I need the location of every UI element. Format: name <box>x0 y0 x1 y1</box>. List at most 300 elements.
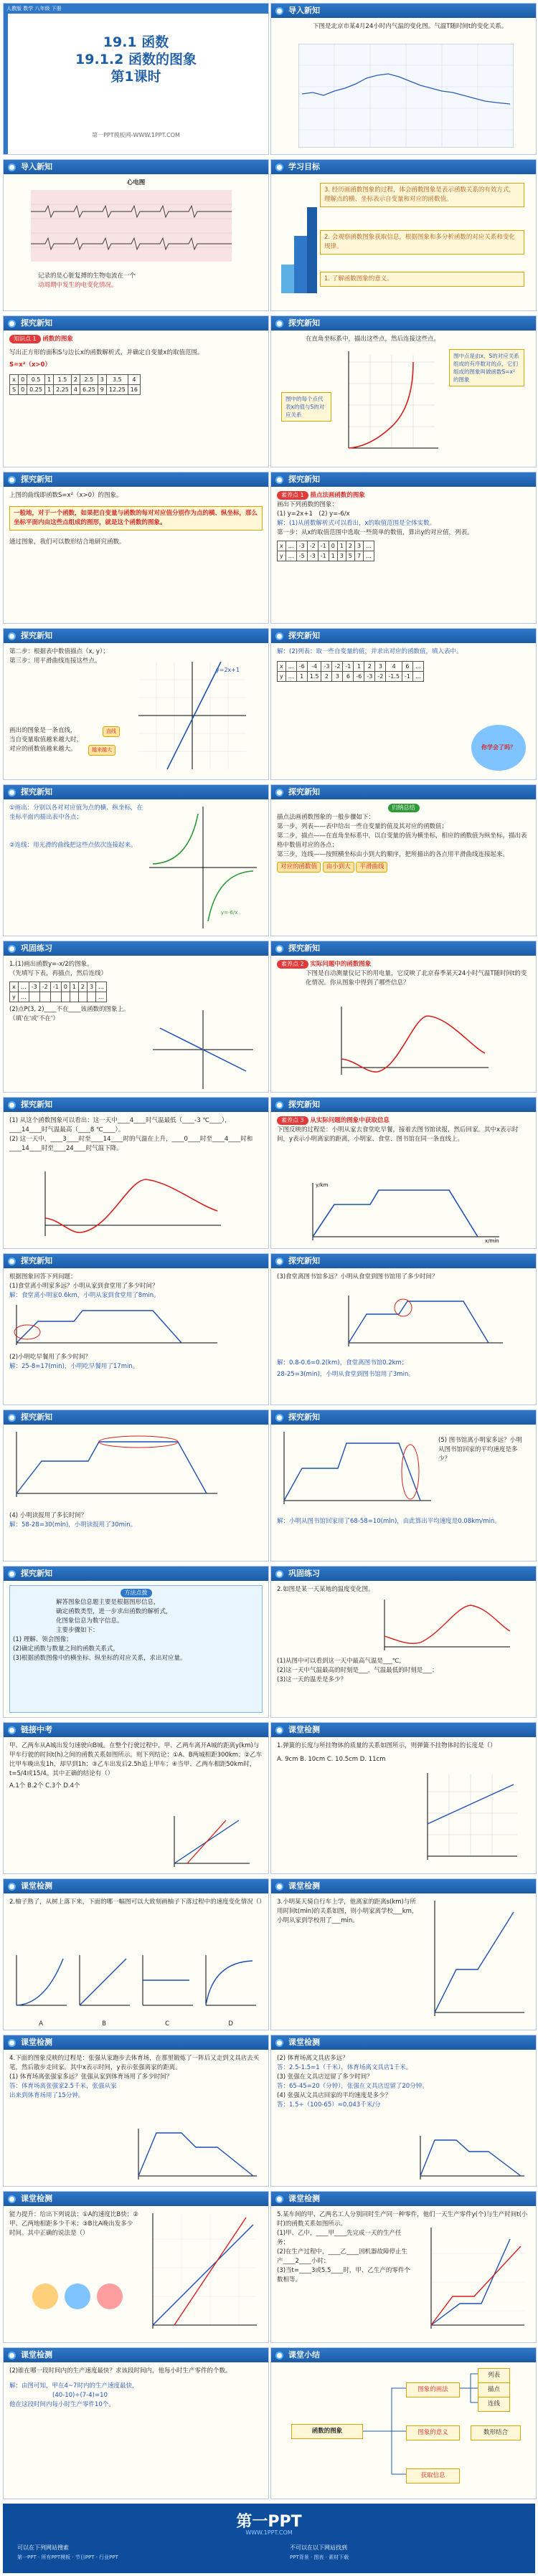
slide-inverse-graph <box>3 784 269 936</box>
slide-bar-title: 巩固练习 <box>288 1569 320 1578</box>
table-cell: 3 <box>337 551 346 561</box>
table-cell: 2 <box>321 672 332 682</box>
ecg-text-2: 动周期中发生的电变化情况。 <box>38 282 118 289</box>
slide-ecg <box>3 159 269 311</box>
table-cell: 0 <box>329 541 337 551</box>
intro-text: 下图是北京市某4月24小时内气温的变化图。气温T随时间t的变化关系。 <box>313 23 508 30</box>
check8-answer: 解：由图可知，甲在4~7时内的生产速度最快， <box>9 2382 138 2390</box>
inverse-step-2: ②连线：用光滑的曲线把这些点依次连接起来。 <box>9 842 137 849</box>
slide-bar-title: 探究新知 <box>21 1569 52 1578</box>
table-cell: … <box>412 662 423 672</box>
table-cell: 1 <box>44 375 53 385</box>
table-cell: -1 <box>318 551 329 561</box>
question-text: 写出正方形的面积S与边长x的函数解析式，并确定自变量x的取值范围。 <box>9 349 204 356</box>
slide-bar-title: 课堂检测 <box>288 1881 320 1891</box>
q1: (1)食堂离小明家多远？小明从家到食堂用了多少时间？ <box>9 1283 159 1290</box>
slide-check-7 <box>270 2191 537 2343</box>
slide-bar-title: 课堂检测 <box>288 1725 320 1734</box>
exam-question: 甲、乙两车从A城出发匀速驶向B城。在整个行驶过程中，甲、乙两车离开A城的距离y(km)与甲车行驶的时间t(h)之间的函数关系如图所示。则下列结论：①A、B两城相距300km；②乙车比甲车晚出发1h，却早到1h；③乙车出发后2.5h追上甲车；④当甲、乙两车相距50km时，t=5/4或15/4。其中正确的结论有（） <box>9 1742 263 1777</box>
table-cell: 1 <box>337 541 346 551</box>
slide-bar-title: 导入新知 <box>21 162 52 171</box>
table-cell: 2.5 <box>80 375 98 385</box>
summary-center: 函数的图象 <box>291 2424 363 2439</box>
slide-definition <box>3 472 269 624</box>
table-cell: 0.5 <box>27 375 45 385</box>
table-cell: 2.25 <box>54 385 72 395</box>
plot-instruction: 在直角坐标系中，描出这些点，然后连接这些点。 <box>306 336 440 343</box>
method-line-3: 化图象信息为数字信息。 <box>56 1617 123 1625</box>
check4-a1: 答：体育场离张强家2.5千米，张强从家出来到体育场用了15分钟。 <box>9 2083 117 2099</box>
table-cell: -1 <box>50 982 61 992</box>
slide-bar-title: 课堂检测 <box>21 2194 52 2203</box>
slide-table-square <box>3 315 269 467</box>
table-cell: 3 <box>354 541 363 551</box>
slide-intro-temp <box>270 3 537 155</box>
table-cell: 1 <box>329 551 337 561</box>
table-cell: -1 <box>402 672 412 682</box>
slide-bar-title: 探究新知 <box>21 1256 52 1265</box>
table-cell: y <box>278 551 286 561</box>
check7-question: 5.某车间的甲、乙两名工人分别同时生产同一种零件，他们一天生产零件y(个)与生产时间t(小时)的函数关系如图所示。 <box>277 2211 528 2228</box>
table-cell: -2 <box>375 672 386 682</box>
table-cell: -3 <box>296 541 307 551</box>
check8-question: (2)谁在哪一段时间内的生产速度最快？求该段时间内，他每小时生产零件的个数。 <box>9 2367 232 2375</box>
table-cell: S <box>10 385 19 395</box>
slide-practice-1 <box>3 941 269 1093</box>
table-cell: 0 <box>19 385 27 395</box>
element-tag-2: 素养点 2 <box>277 960 308 969</box>
a2: 解：25-8=17(min)，小明吃早餐用了17min。 <box>9 1363 139 1370</box>
slide-summary <box>270 2347 537 2499</box>
practice2-question: 2.如图是某一天某地的温度变化图。 <box>277 1586 374 1593</box>
linear-graph <box>138 662 246 769</box>
table-cell: -2 <box>39 982 50 992</box>
example-solution: 解：(1)从函数解析式可以看出，x的取值范围是全体实数。 <box>277 520 436 527</box>
element-title-3: 从实际问题的图象中获取信息 <box>310 1117 390 1124</box>
example-q2: (2) y=-6/x <box>318 510 350 518</box>
check1-question: 1.弹簧的长度与所挂物体的质量的关系如图所示，则弹簧不挂物体时的长度是（） <box>277 1742 496 1749</box>
table-cell: 6.25 <box>80 385 98 395</box>
practice-graph <box>153 1010 253 1089</box>
table-cell: … <box>96 992 107 1002</box>
slide-bar-title: 课堂检测 <box>21 2350 52 2359</box>
check5-q2: (2) 体育场离文具店多远？ <box>277 2055 349 2062</box>
method-steps: 主要步骤如下： <box>56 1627 99 1634</box>
slide-bar-title: 探究新知 <box>288 318 320 328</box>
slide-bar-title: 探究新知 <box>21 787 52 797</box>
table-cell: 0 <box>19 375 27 385</box>
table-cell: … <box>285 672 296 682</box>
goal-2: 2. 会观察函数图象获取信息，根据图象和多分析函数的对应关系和变化规律。 <box>320 230 524 255</box>
slide-practice-2 <box>270 1566 537 1718</box>
element-tag: 素养点 1 <box>277 491 308 500</box>
fall-options <box>9 1948 264 2020</box>
distance-time-graph <box>306 1179 506 1244</box>
jog-graph <box>131 2126 260 2183</box>
production-graph <box>424 2225 528 2332</box>
table-cell <box>39 992 50 1002</box>
option-label: D <box>228 2020 233 2028</box>
cover-title-3: 第1课时 <box>110 69 161 85</box>
jog-graph-2 <box>413 2133 528 2183</box>
slide-bar-title: 课堂小结 <box>288 2350 320 2359</box>
q5-graph <box>277 1429 435 1508</box>
x-axis-label: x/min <box>485 1238 499 1244</box>
table-cell: -5 <box>296 551 307 561</box>
check3-question: 3.小明某天骑自行车上学，他离家的距离s(km)与所用时间t(min)的关系如图，则小明家离学校___km，小明从家到学校用了___min。 <box>277 1898 418 1924</box>
table-cell: -3 <box>307 551 318 561</box>
cover-slide <box>3 3 269 155</box>
slide-linear-graph <box>3 628 269 780</box>
slide-bar-title: 课堂检测 <box>288 2038 320 2047</box>
slide-real-problem <box>270 941 537 1093</box>
option-labels <box>9 2020 263 2029</box>
check5-q4: (4) 张强从文具店回家的平均速度是多少？ <box>277 2092 392 2099</box>
inverse-graph <box>149 807 257 928</box>
summary-step-1: 第一步，列表——表中给出一些自变量的值及其对应的函数值； <box>277 823 448 830</box>
check5-a4: 答：1.5÷（100-65）≈0.043千米/分 <box>277 2101 381 2109</box>
slide-inverse-table <box>270 628 537 780</box>
option-label: A <box>39 2020 43 2028</box>
summary-line: 通过图象，我们可以数形结合地研究函数。 <box>9 538 126 546</box>
analysis-2: (2) 这一天中，____3____时至____14____时的气温在上升，____0____时至____4____时和____14____时至____24____时气温下降。 <box>9 1136 253 1152</box>
table-cell: 3 <box>87 982 95 992</box>
step-2: 第二步：根据表中数值描点（x, y）； <box>9 648 109 655</box>
branch-drawing: 图象的画法 <box>406 2382 460 2397</box>
ab-graph <box>146 2210 260 2332</box>
cover-header: 人教版 数学 八年级 下册 <box>4 4 268 14</box>
ecg-image <box>31 190 232 262</box>
table-cell: … <box>96 982 107 992</box>
check5-a2: 答：2.5-1.5=1（千米），体育场离文具店1千米。 <box>277 2064 412 2071</box>
check7-a1: (1)甲、乙中，____甲____先完成一天的生产任务； <box>277 2230 402 2246</box>
table-cell: 5 <box>346 551 354 561</box>
slide-check-4 <box>3 2035 269 2187</box>
conclusion-2: 当自变量取值越来越大时， <box>9 736 83 743</box>
slide-bar-title: 探究新知 <box>288 1412 320 1422</box>
xiaoming-text: 下图反映的过程是：小明从家去食堂吃早餐，接着去图书馆读报，然后回家。其中x表示时间，y表示小明离家的距离，小明家、食堂、图书馆在同一条直线上。 <box>277 1126 519 1143</box>
practice-hint: （先填写下表，再描点，然后连线） <box>9 970 108 977</box>
element-tag-3: 素养点 3 <box>277 1116 308 1125</box>
a1: 解：食堂离小明家0.6km，小明从家到食堂用了8min。 <box>9 1292 160 1299</box>
slide-bar-title: 导入新知 <box>288 6 320 15</box>
exam-options: A.1个 B.2个 C.3个 D.4个 <box>9 1782 80 1790</box>
check7-a3: (3)当t=____3或5.5____时，甲、乙生产的零件个数相等。 <box>277 2267 410 2283</box>
table-cell: … <box>18 992 29 1002</box>
table-cell: y <box>278 672 286 682</box>
table-cell: 4 <box>128 375 140 385</box>
goal-1: 1. 了解函数图象的意义。 <box>320 272 524 287</box>
slide-check-5 <box>270 2035 537 2187</box>
slide-bar-title: 学习目标 <box>288 162 320 171</box>
practice2-a2: (2)这一天中气温最高的时刻是___，气温最低的时刻是___； <box>277 1667 438 1674</box>
slide-bar-title: 探究新知 <box>288 1100 320 1109</box>
table-cell: 1.5 <box>307 672 321 682</box>
cover-brand: 第一PPT模板网-WWW.1PPT.COM <box>92 132 180 138</box>
check5-a3: 答：65-45=20（分钟），张强在文具店逗留了20分钟。 <box>277 2083 428 2090</box>
temperature-curve <box>334 1003 492 1082</box>
q3-graph <box>341 1293 506 1350</box>
slide-bar-title: 探究新知 <box>288 944 320 953</box>
table-cell: -1 <box>318 541 329 551</box>
knowledge-title: 函数的图象 <box>42 336 73 343</box>
slide-bar-title: 巩固练习 <box>21 944 52 953</box>
table-cell: … <box>285 662 296 672</box>
summary-step-3: 第三步，连线——按照横坐标由小到大的顺序，把所描出的各点用平滑曲线连接起来。 <box>277 851 509 858</box>
table-cell: … <box>285 551 296 561</box>
method-step-1: (1) 理解、领会图像； <box>13 1636 72 1643</box>
branch-info: 获取信息 <box>406 2468 460 2484</box>
table-cell: 1 <box>70 982 78 992</box>
slide-plot-square <box>270 315 537 467</box>
q3: (3)食堂离图书馆多远？小明从食堂到图书馆用了多少时间？ <box>277 1273 438 1280</box>
slide-questions-3 <box>3 1410 269 1562</box>
table-cell: 16 <box>128 385 140 395</box>
table-cell: 3 <box>375 662 386 672</box>
table-cell <box>70 992 78 1002</box>
check4-question: 4.下面的图象反映的过程是：张强从家跑步去体育场，在那里锻炼了一阵后又走到文具店去买笔，然后散步走回家。其中x表示时间，y表示张强离家的距离。 <box>9 2055 260 2071</box>
slide-bar-title: 探究新知 <box>21 475 52 484</box>
footer-left-links[interactable]: 第一PPT · 所有PPT模板 · 节日PPT · 行业PPT <box>17 2554 118 2560</box>
table-cell: 6 <box>402 662 412 672</box>
slide-goals <box>270 159 537 311</box>
slide-check-3 <box>270 1878 537 2030</box>
check6-question: 能力提升：给出下列说法：①A的速度比B快；②甲、乙两地相距多少千米；③B比A晚出发多少时间。其中正确的说法是（） <box>9 2211 138 2237</box>
step-3: 第三步：用平滑曲线连接这些点。 <box>9 657 101 665</box>
option-label: B <box>102 2020 106 2028</box>
slide-bar-title: 探究新知 <box>21 631 52 640</box>
table-cell: -2 <box>332 662 343 672</box>
a4: 解：58-28=30(min)，小明读报用了30min。 <box>9 1521 137 1529</box>
table-cell: 1 <box>296 672 307 682</box>
option-label: C <box>165 2020 170 2028</box>
table-cell <box>29 992 39 1002</box>
footer-right-links[interactable]: PPT背景 · 图表 · 素材下载 <box>290 2554 349 2560</box>
table-cell: x <box>278 541 286 551</box>
slide-check-1 <box>270 1722 537 1874</box>
slide-xiaoming-graph <box>270 1097 537 1249</box>
table-cell: 2 <box>71 375 80 385</box>
table-cell: 6 <box>343 672 354 682</box>
check7-a2: (2)在生产过程中，____乙____因机器故障停止生产____2____小时； <box>277 2248 408 2265</box>
practice-question: 1.(1)画出函数y=-x/2的图象。 <box>9 961 93 968</box>
table-cell: -1 <box>343 662 354 672</box>
table-cell: … <box>18 982 29 992</box>
slide-bar-title: 探究新知 <box>288 475 320 484</box>
table-cell: y <box>10 992 19 1002</box>
slide-bar-title: 链接中考 <box>21 1725 52 1734</box>
table-cell <box>50 992 61 1002</box>
answer-increase: 越来越大 <box>88 745 115 756</box>
table-cell: -6 <box>296 662 307 672</box>
q-intro: 根据图象回答下列问题： <box>9 1273 77 1280</box>
real-problem-text: 下图是自动测量仪记下的用电量，它反映了北京春季某天24小时气温T随时间t的变化情况。你从图象中得到了哪些信息？ <box>306 970 527 987</box>
temp-day-graph <box>377 1597 514 1654</box>
a3: 解：0.8-0.6=0.2(km)，食堂离图书馆0.2km； <box>277 1359 408 1367</box>
line-label: y=2x+1 <box>216 667 240 673</box>
table-cell: -3 <box>321 662 332 672</box>
a5: 解：小明从图书馆回家用了68-58=10(min)，由此算出平均速度是0.08km/min。 <box>277 1518 501 1525</box>
table-cell: -4 <box>307 662 321 672</box>
example-step-1: 第一步：从x的取值范围中选取一些简单的数值，算出y的对应值，列表。 <box>277 529 473 536</box>
footer-banner <box>3 2504 535 2573</box>
table-cell <box>87 992 95 1002</box>
side-explanation: 图中点是由x，S的对应关系组成的有序数对的点，它们组成的图象叫做函数S=x²的图象 <box>449 349 524 386</box>
conclusion-1: 画出的图象是一条直线， <box>9 727 77 734</box>
keyword-3: 平滑曲线 <box>356 862 387 873</box>
element-title-2: 实际问题中的函数图象 <box>310 961 372 968</box>
practice2-a1: (1)从图中可以看到这一天中最高气温是___℃， <box>277 1658 405 1665</box>
side-label: 图中的每个点代表x的值与S的对应关系 <box>281 392 331 422</box>
table-cell: … <box>364 541 374 551</box>
q4: (4) 小明读报用了多长时间？ <box>9 1512 88 1519</box>
method-line-2: 确定函数类型，进一步求出函数的解析式， <box>56 1608 172 1615</box>
formula: S=x²（x>0） <box>9 361 51 369</box>
q1-graph <box>9 1303 225 1346</box>
stairs-icon <box>281 193 317 293</box>
exam-graph <box>167 1813 253 1871</box>
table-cell: 3 <box>332 672 343 682</box>
keyword-1: 对应的函数值 <box>277 862 321 873</box>
q5: (5) 图书馆离小明家多远？小明从图书馆回家的平均速度是多少？ <box>438 1437 522 1463</box>
element-title: 描点法画函数的图象 <box>310 492 365 499</box>
slide-temp-analysis <box>3 1097 269 1249</box>
table-cell: -2 <box>307 541 318 551</box>
check4-q1: (1) 体育场离张强家多远？张强从家到体育场用了多少时间？ <box>9 2073 173 2081</box>
ecg-title: 心电图 <box>126 179 146 186</box>
table-cell: 9 <box>98 385 106 395</box>
table-cell: 2 <box>78 982 87 992</box>
table-cell: x <box>10 982 19 992</box>
method-step-3: (3)根据函数图像中的横坐标、纵坐标的对应关系，求出对应量。 <box>13 1655 187 1662</box>
q2: (2)小明吃早餐用了多少时间？ <box>9 1354 92 1361</box>
slide-questions-1 <box>3 1253 269 1405</box>
keyword-2: 由小到大 <box>323 862 354 873</box>
table-cell: … <box>412 672 423 682</box>
slide-bar-title: 课堂检测 <box>21 1881 52 1891</box>
inverse-step-1: ①画出：分别以各对对应值为点的横、纵坐标，在坐标平面内描出表中各点； <box>9 804 143 821</box>
method-step-2: (2)确定函数与数量之间的函数关系式， <box>13 1645 120 1653</box>
graph-caption: 上图的曲线即函数S=x²（x>0）的图象。 <box>9 492 123 499</box>
definition-box: 一般地，对于一个函数，如果把自变量与函数的每对对应值分别作为点的横、纵坐标，那么坐标平面内由这些点组成的图形，就是这个函数的图象。 <box>9 506 263 531</box>
inverse-solution: 解：(2)列表：取一些自变量的值，并求出对应的函数值，填入表中。 <box>277 648 463 655</box>
table-cell: … <box>364 551 374 561</box>
slide-bar-title: 探究新知 <box>288 787 320 797</box>
table-cell: 0.25 <box>27 385 45 395</box>
slide-summary-method <box>270 784 537 936</box>
inverse-table <box>277 661 424 682</box>
check5-q3: (3) 张强在文具店逗留了多少时间？ <box>277 2073 373 2081</box>
check8-formula: (40-10)÷(7-4)=10 <box>52 2392 108 2399</box>
slide-method-tips <box>3 1566 269 1718</box>
slide-example-1 <box>270 472 537 624</box>
footer-left-title: 可以在下列网站搜索 <box>17 2544 69 2551</box>
slide-bar-title: 探究新知 <box>21 1412 52 1422</box>
footer-right-title: 不可以在以下网站找到 <box>290 2544 347 2551</box>
temperature-curve-2 <box>38 1168 225 1240</box>
linear-table <box>277 541 374 561</box>
slide-bar-title: 课堂检测 <box>21 2038 52 2047</box>
table-cell: 1.5 <box>54 375 72 385</box>
method-title: 方法点拨 <box>121 1589 152 1597</box>
practice-q2: (2)点P(3, 2)____不在____该函数的图象上。（填'在'或'不在'） <box>9 1006 130 1022</box>
table-cell: 12.25 <box>106 385 128 395</box>
check8-answer-2: 他在这段时间内每小时生产零件10个。 <box>9 2401 115 2408</box>
table-cell: -3 <box>364 672 375 682</box>
table-cell: 4 <box>71 385 80 395</box>
footer-url: WWW.1PPT.COM <box>245 2529 293 2536</box>
footer-brand: 第一PPT <box>236 2513 302 2531</box>
leaf-combine: 数形结合 <box>471 2425 521 2440</box>
leaf-table: 列表 <box>478 2368 510 2383</box>
bike-graph <box>428 1898 528 2020</box>
curve-label: y=-6/x <box>221 910 238 916</box>
slide-check-6 <box>3 2191 269 2343</box>
table-cell: -3 <box>29 982 39 992</box>
practice-table <box>9 982 107 1002</box>
table-cell: 3 <box>98 375 106 385</box>
table-cell: 1 <box>44 385 53 395</box>
table-cell <box>61 992 70 1002</box>
table-cell: 4 <box>386 662 402 672</box>
slide-exam-link <box>3 1722 269 1874</box>
leaf-connect: 连线 <box>478 2397 510 2412</box>
prompt-bubble: 你学会了吗？ <box>471 725 526 771</box>
check2-question: 2.柚子熟了，从树上落下来，下面的哪一幅图可以大致刻画柚子下落过程中的速度变化情况（） <box>9 1898 265 1906</box>
table-cell: 1 <box>354 662 364 672</box>
slide-bar-title: 探究新知 <box>288 1256 320 1265</box>
summary-intro: 描点法画函数图象的一般步骤如下： <box>277 814 375 821</box>
slide-questions-2 <box>270 1253 537 1405</box>
table-cell: 2 <box>364 662 375 672</box>
slide-bar-title: 课堂检测 <box>288 2194 320 2203</box>
table-cell: -1.5 <box>386 672 402 682</box>
slide-check-8 <box>3 2347 269 2499</box>
example-q1: (1) y=2x+1 <box>277 510 313 518</box>
table-cell: 0 <box>61 982 70 992</box>
table-cell: -6 <box>354 672 364 682</box>
slide-bar-title: 探究新知 <box>21 318 52 328</box>
table-cell: x <box>10 375 19 385</box>
table-cell: 7 <box>354 551 363 561</box>
table-cell: … <box>285 541 296 551</box>
conclusion-3: 对应的函数值越来越大。 <box>9 746 77 753</box>
temperature-chart <box>298 44 514 148</box>
cartoon-kids <box>24 2268 131 2325</box>
branch-meaning: 图象的意义 <box>406 2425 460 2440</box>
slide-questions-4 <box>270 1410 537 1562</box>
goal-3: 3. 经历画函数图象的过程，体会函数图象是表示函数关系的有效方式，理解点的横、坐标表示自变量和对应的函数值。 <box>320 183 524 207</box>
spring-graph <box>420 1770 521 1863</box>
summary-title: 归纳总结 <box>388 804 420 812</box>
a3b: 28-25=3(min)，小明从食堂到图书馆用了3min。 <box>277 1371 415 1378</box>
summary-step-2: 第二步，描点——在直角坐标系中，以自变量的值为横坐标，相应的函数值为纵坐标，描出表格中数值对应的各点； <box>277 832 527 849</box>
method-line-1: 解答图象信息题主要是根据图形信息， <box>56 1599 160 1606</box>
slide-bar-title: 探究新知 <box>288 631 320 640</box>
table-cell: 2 <box>346 541 354 551</box>
square-function-graph <box>334 348 442 462</box>
cover-title-1: 19.1 函数 <box>103 34 169 50</box>
ecg-text-1: 记录的是心脏复搏的生物电流在一个 <box>38 272 136 280</box>
q4-graph <box>9 1429 225 1501</box>
table-cell: x <box>278 662 286 672</box>
example-question: 画出下列函数的图象： <box>277 501 339 508</box>
table-cell <box>78 992 87 1002</box>
table-cell: 3.5 <box>106 375 128 385</box>
knowledge-tag: 知识点 1 <box>9 335 41 343</box>
value-table <box>9 374 141 395</box>
check1-options: A. 9cm B. 10cm C. 10.5cm D. 11cm <box>277 1756 386 1763</box>
